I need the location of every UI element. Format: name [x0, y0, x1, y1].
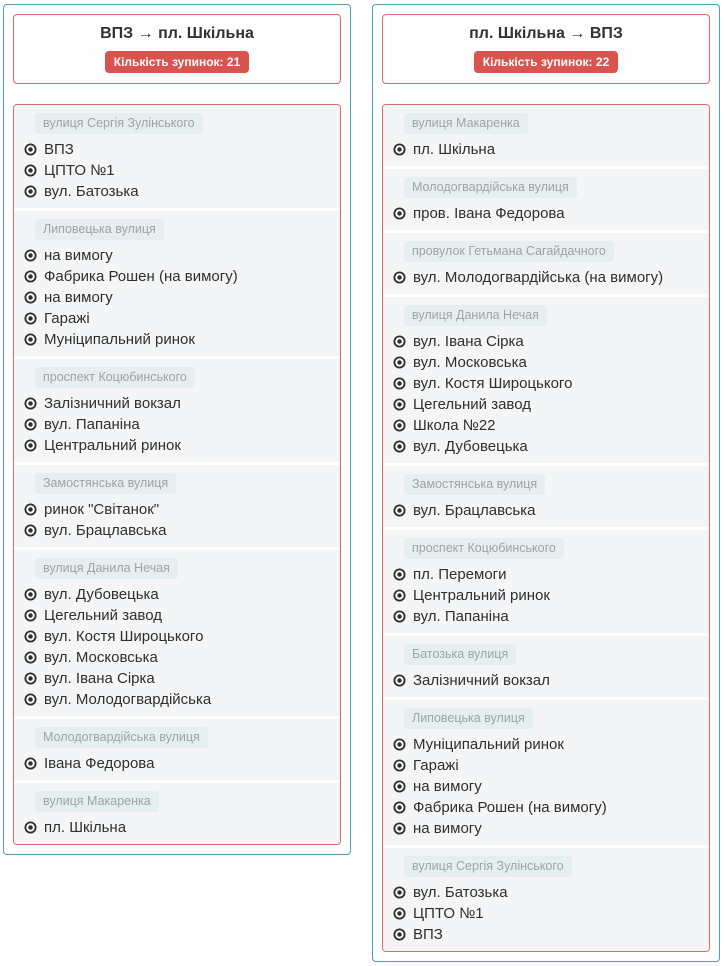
- stop-marker-icon: [24, 143, 37, 156]
- stop-name: Муніципальний ринок: [44, 331, 195, 348]
- street-name-badge: вулиця Макаренка: [35, 791, 159, 812]
- stop-marker-icon: [393, 271, 406, 284]
- street-name-badge: вулиця Данила Нечая: [35, 558, 178, 579]
- stop-name: на вимогу: [413, 820, 482, 837]
- stop-item: [14, 266, 332, 287]
- stop-name: Івана Федорова: [44, 755, 155, 772]
- route-title: пл. Шкільна → ВПЗ: [469, 25, 623, 42]
- stop-item: [383, 373, 701, 394]
- stop-item: [14, 520, 332, 541]
- stop-name: пл. Шкільна: [413, 141, 496, 158]
- stop-marker-icon: [24, 672, 37, 685]
- street-name-badge: Батозька вулиця: [404, 644, 516, 665]
- street-name-badge: Молодогвардійська вулиця: [404, 177, 577, 198]
- stop-marker-icon: [393, 780, 406, 793]
- street-name-badge: провулок Гетьмана Сагайдачного: [404, 241, 614, 262]
- stop-marker-icon: [24, 164, 37, 177]
- stop-item: [383, 882, 701, 903]
- stop-marker-icon: [24, 503, 37, 516]
- street-section: [383, 636, 709, 700]
- stop-item: [383, 203, 701, 224]
- street-section: [383, 466, 709, 530]
- street-name-badge: Молодогвардійська вулиця: [35, 727, 208, 748]
- stop-name: на вимогу: [413, 778, 482, 795]
- stop-item: [383, 500, 701, 521]
- stop-name: вул. Московська: [44, 649, 158, 666]
- street-section: [383, 169, 709, 233]
- stop-marker-icon: [393, 143, 406, 156]
- stop-name: вул. Батозька: [413, 884, 508, 901]
- stop-marker-icon: [24, 588, 37, 601]
- stop-item: [14, 499, 332, 520]
- stop-marker-icon: [393, 568, 406, 581]
- stop-marker-icon: [24, 249, 37, 262]
- street-section: [14, 465, 340, 550]
- stop-item: [14, 414, 332, 435]
- stop-name: Центральний ринок: [44, 437, 181, 454]
- stop-item: [14, 287, 332, 308]
- stop-marker-icon: [24, 651, 37, 664]
- route-panel-backward: [372, 4, 720, 962]
- route-title: ВПЗ → пл. Шкільна: [100, 25, 254, 42]
- stop-marker-icon: [393, 907, 406, 920]
- street-section: [14, 719, 340, 783]
- stop-name: вул. Костя Широцького: [44, 628, 204, 645]
- stop-item: [383, 818, 701, 839]
- stop-item: [14, 605, 332, 626]
- stop-name: на вимогу: [44, 247, 113, 264]
- stops-list: [13, 104, 341, 845]
- stop-name: вул. Батозька: [44, 183, 139, 200]
- stop-name: ЦПТО №1: [44, 162, 115, 179]
- stop-item: [383, 776, 701, 797]
- stop-name: Школа №22: [413, 417, 496, 434]
- stop-item: [383, 903, 701, 924]
- stop-item: [14, 245, 332, 266]
- stop-marker-icon: [24, 609, 37, 622]
- stop-count-badge: Кількість зупинок: 21: [105, 51, 250, 73]
- street-name-badge: вулиця Сергія Зулінського: [404, 856, 572, 877]
- street-name-badge: Замостянська вулиця: [35, 473, 176, 494]
- stop-name: вул. Молодогвардійська (на вимогу): [413, 269, 664, 286]
- route-panel-forward: [3, 4, 351, 855]
- stop-name: вул. Молодогвардійська: [44, 691, 212, 708]
- stop-marker-icon: [393, 589, 406, 602]
- stop-marker-icon: [24, 439, 37, 452]
- stop-marker-icon: [393, 207, 406, 220]
- stop-name: вул. Московська: [413, 354, 527, 371]
- stop-name: пл. Перемоги: [413, 566, 507, 583]
- stop-marker-icon: [393, 335, 406, 348]
- stop-item: [14, 139, 332, 160]
- stop-item: [383, 924, 701, 945]
- stop-item: [383, 331, 701, 352]
- stop-name: вул. Дубовецька: [413, 438, 528, 455]
- street-name-badge: проспект Коцюбинського: [35, 367, 195, 388]
- stop-item: [14, 393, 332, 414]
- stop-item: [383, 606, 701, 627]
- stop-item: [383, 267, 701, 288]
- stop-item: [14, 584, 332, 605]
- stop-name: Муніципальний ринок: [413, 736, 564, 753]
- stop-name: вул. Івана Сірка: [44, 670, 155, 687]
- stop-item: [14, 435, 332, 456]
- street-section: [383, 297, 709, 466]
- stop-marker-icon: [393, 822, 406, 835]
- stop-marker-icon: [393, 674, 406, 687]
- stop-item: [383, 394, 701, 415]
- stop-marker-icon: [24, 312, 37, 325]
- stop-item: [14, 181, 332, 202]
- stop-name: Гаражі: [44, 310, 90, 327]
- route-header: [13, 14, 341, 84]
- stop-marker-icon: [24, 291, 37, 304]
- stop-item: [14, 668, 332, 689]
- stop-marker-icon: [24, 693, 37, 706]
- stop-name: пл. Шкільна: [44, 819, 127, 836]
- street-section: [14, 359, 340, 465]
- route-header: [382, 14, 710, 84]
- stop-marker-icon: [24, 524, 37, 537]
- street-section: [14, 783, 340, 844]
- stop-name: вул. Івана Сірка: [413, 333, 524, 350]
- street-name-badge: Липовецька вулиця: [35, 219, 164, 240]
- stop-name: вул. Брацлавська: [44, 522, 167, 539]
- stop-name: вул. Брацлавська: [413, 502, 536, 519]
- stop-marker-icon: [393, 886, 406, 899]
- stop-marker-icon: [393, 504, 406, 517]
- stop-marker-icon: [393, 377, 406, 390]
- street-name-badge: вулиця Сергія Зулінського: [35, 113, 203, 134]
- stop-item: [14, 689, 332, 710]
- stop-item: [383, 670, 701, 691]
- street-name-badge: вулиця Макаренка: [404, 113, 528, 134]
- stop-item: [14, 329, 332, 350]
- stop-marker-icon: [393, 356, 406, 369]
- stop-name: вул. Костя Широцького: [413, 375, 573, 392]
- stop-name: ринок "Світанок": [44, 501, 160, 518]
- street-section: [14, 105, 340, 211]
- stops-list: [382, 104, 710, 952]
- stop-marker-icon: [393, 398, 406, 411]
- stop-name: пров. Івана Федорова: [413, 205, 565, 222]
- stop-marker-icon: [393, 801, 406, 814]
- stop-marker-icon: [24, 270, 37, 283]
- stop-item: [383, 139, 701, 160]
- stop-marker-icon: [24, 757, 37, 770]
- street-section: [383, 700, 709, 848]
- street-section: [14, 550, 340, 719]
- stop-item: [383, 415, 701, 436]
- stop-name: Фабрика Рошен (на вимогу): [44, 268, 238, 285]
- stop-marker-icon: [24, 185, 37, 198]
- stop-name: вул. Дубовецька: [44, 586, 159, 603]
- street-name-badge: проспект Коцюбинського: [404, 538, 564, 559]
- street-section: [383, 848, 709, 951]
- street-name-badge: Замостянська вулиця: [404, 474, 545, 495]
- stop-item: [14, 160, 332, 181]
- stop-marker-icon: [393, 928, 406, 941]
- stop-name: вул. Папаніна: [44, 416, 140, 433]
- stop-item: [383, 564, 701, 585]
- stop-item: [14, 817, 332, 838]
- stop-marker-icon: [393, 759, 406, 772]
- stop-item: [383, 755, 701, 776]
- stop-marker-icon: [24, 397, 37, 410]
- stop-item: [14, 308, 332, 329]
- stop-item: [14, 647, 332, 668]
- stop-marker-icon: [393, 440, 406, 453]
- stop-item: [383, 734, 701, 755]
- stop-name: на вимогу: [44, 289, 113, 306]
- stop-marker-icon: [393, 738, 406, 751]
- street-name-badge: вулиця Данила Нечая: [404, 305, 547, 326]
- stop-marker-icon: [24, 821, 37, 834]
- stop-name: Фабрика Рошен (на вимогу): [413, 799, 607, 816]
- street-name-badge: Липовецька вулиця: [404, 708, 533, 729]
- stop-marker-icon: [393, 419, 406, 432]
- stop-name: вул. Папаніна: [413, 608, 509, 625]
- street-section: [14, 211, 340, 359]
- street-section: [383, 530, 709, 636]
- stop-marker-icon: [24, 333, 37, 346]
- street-section: [383, 105, 709, 169]
- stop-name: Цегельний завод: [413, 396, 531, 413]
- stop-count-badge: Кількість зупинок: 22: [474, 51, 619, 73]
- stop-item: [14, 753, 332, 774]
- stop-name: ЦПТО №1: [413, 905, 484, 922]
- stop-name: Центральний ринок: [413, 587, 550, 604]
- stop-name: Залізничний вокзал: [44, 395, 181, 412]
- stop-marker-icon: [393, 610, 406, 623]
- stop-name: Гаражі: [413, 757, 459, 774]
- stop-name: ВПЗ: [413, 926, 443, 943]
- street-section: [383, 233, 709, 297]
- stop-name: Залізничний вокзал: [413, 672, 550, 689]
- stop-name: ВПЗ: [44, 141, 74, 158]
- stop-marker-icon: [24, 630, 37, 643]
- stop-item: [383, 585, 701, 606]
- stop-name: Цегельний завод: [44, 607, 162, 624]
- stop-item: [14, 626, 332, 647]
- stop-item: [383, 436, 701, 457]
- stop-marker-icon: [24, 418, 37, 431]
- stop-item: [383, 352, 701, 373]
- stop-item: [383, 797, 701, 818]
